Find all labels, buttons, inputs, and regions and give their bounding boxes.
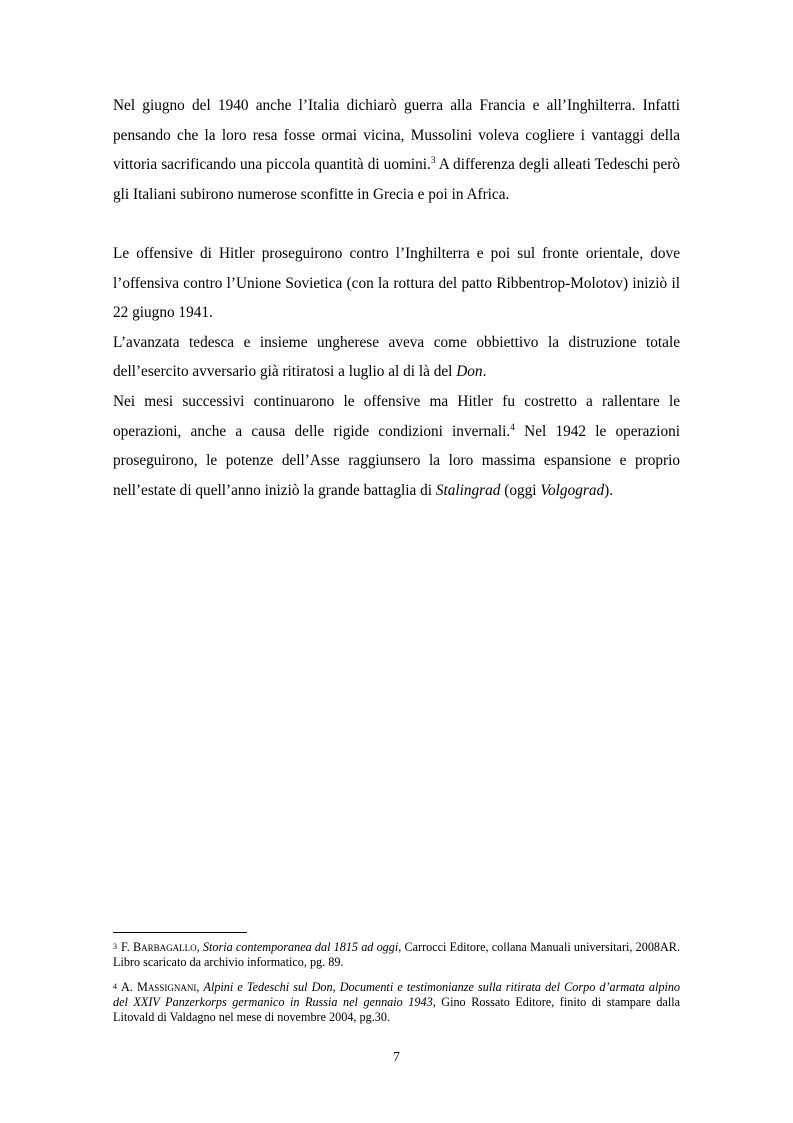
footnote-separator-text: ,	[196, 979, 204, 994]
paragraph-1	[113, 91, 680, 209]
paragraph-4-text-c: (oggi	[500, 481, 541, 499]
footnote-details: , Carrocci Editore, collana Manuali universitari, 2008AR. Libro scaricato da archivio informatico, pg. 89.	[113, 940, 680, 970]
footnote-ref-3: 3	[430, 156, 436, 167]
footnotes	[113, 940, 680, 1025]
paragraph-4-text-b: Nel 1942 le operazioni proseguirono, le potenze dell’Asse raggiunsero la loro massima espansione e proprio nell’estate di quell’anno iniziò la grande battaglia di	[113, 422, 680, 499]
paragraph-3-italic: Don	[456, 363, 483, 381]
body-text	[113, 91, 680, 505]
footnote-title: Storia contemporanea dal 1815 ad oggi	[202, 940, 399, 954]
footnote-details: , Gino Rossato Editore, finito di stampare dalla Litovald di Valdagno nel mese di novembre 2004, pg.30.	[113, 994, 681, 1025]
paragraph-3	[113, 328, 680, 387]
footnote-author-surname: arbagallo	[141, 940, 197, 954]
paragraph-3-text-b: .	[482, 363, 487, 381]
paragraph-3-text-a: L’avanzata tedesca e insieme ungherese aveva come obbiettivo la distruzione totale dell’esercito avversario già ritiratosi a luglio al di là del	[113, 333, 680, 381]
footnote-number: 3	[113, 942, 117, 951]
footnote-ref-4: 4	[510, 422, 515, 433]
footnote-separator-text: ,	[196, 940, 203, 954]
page-number: 7	[393, 1049, 400, 1064]
footnote-author-surname: assignani	[147, 979, 197, 994]
footnote-number: 4	[113, 981, 117, 991]
footnote-4	[113, 980, 680, 1026]
paragraph-4-italic-volgograd: Volgograd	[540, 481, 605, 499]
paragraph-4	[113, 387, 680, 505]
paragraph-1-text-b: A differenza degli alleati Tedeschi però gli Italiani subirono numerose sconfitte in Grecia e poi in Africa.	[113, 156, 680, 203]
paragraph-2-text: Le offensive di Hitler proseguirono contro l’Inghilterra e poi sul fronte orientale, dove l’offensiva contro l’Unione Sovietica (con la rottura del patto Ribbentrop-Molotov) iniziò il 22 giugno 1941.	[113, 244, 680, 322]
paragraph-2	[113, 239, 680, 328]
paragraph-1-text-a: Nel giugno del 1940 anche l’Italia dichiarò guerra alla Francia e all’Inghilterra. Infatti pensando che la loro resa fosse ormai vicina, Mussolini voleva cogliere i vantaggi della vittoria sacrificando una piccola quantità di uomini.	[113, 97, 680, 174]
footnote-author-initial: A. M	[121, 979, 148, 994]
footnote-separator	[113, 932, 247, 933]
footnote-author-initial: F. B	[121, 940, 142, 954]
footnote-3	[113, 940, 680, 971]
footnote-title: Alpini e Tedeschi sul Don, Documenti e testimonianze sulla ritirata del Corpo d’armata alpino del XXIV Panzerkorps germanico in Russia nel gennaio 1943	[113, 979, 681, 1009]
paragraph-4-italic-stalingrad: Stalingrad	[435, 481, 501, 499]
paragraph-4-text-d: ).	[604, 481, 614, 499]
paragraph-4-text-a: Nei mesi successivi continuarono le offensive ma Hitler fu costretto a rallentare le operazioni, anche a causa delle rigide condizioni invernali.	[113, 392, 680, 440]
